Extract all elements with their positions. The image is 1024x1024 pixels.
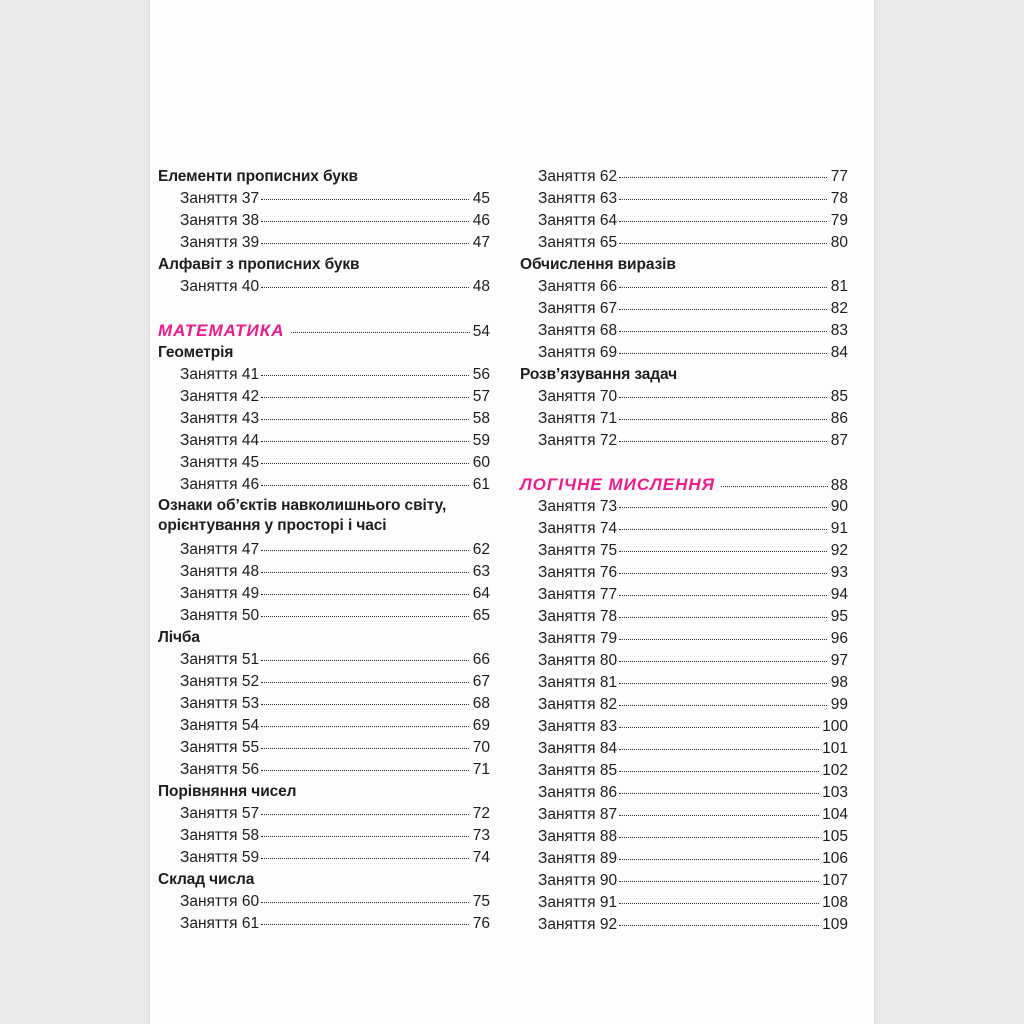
dot-leader [619, 749, 819, 750]
toc-entry[interactable] [158, 693, 490, 715]
entry-page-number: 107 [822, 872, 848, 889]
toc-group-heading: Обчислення виразів [520, 256, 676, 273]
dot-leader [261, 419, 469, 420]
entry-label: Заняття 75 [538, 542, 618, 559]
entry-page-number: 83 [830, 322, 848, 339]
entry-page-number: 93 [830, 564, 848, 581]
dot-leader [619, 881, 819, 882]
entry-label: Заняття 84 [538, 740, 618, 757]
entry-page-number: 71 [472, 761, 490, 778]
entry-label: Заняття 64 [538, 212, 618, 229]
toc-entry[interactable] [520, 496, 848, 518]
entry-page-number: 58 [472, 410, 490, 427]
dot-leader [619, 925, 819, 926]
entry-page-number: 72 [472, 805, 490, 822]
dot-leader [291, 332, 470, 333]
dot-leader [261, 836, 469, 837]
dot-leader [619, 353, 827, 354]
entry-page-number: 57 [472, 388, 490, 405]
toc-entry-list [158, 539, 490, 627]
entry-page-number: 109 [822, 916, 848, 933]
entry-label: Заняття 86 [538, 784, 618, 801]
entry-label: Заняття 39 [180, 234, 260, 251]
entry-label: Заняття 52 [180, 673, 260, 690]
entry-page-number: 65 [472, 607, 490, 624]
dot-leader [619, 177, 827, 178]
entry-page-number: 102 [822, 762, 848, 779]
toc-entry[interactable] [520, 650, 848, 672]
toc-left-column [158, 166, 490, 935]
entry-label: Заняття 81 [538, 674, 618, 691]
entry-label: Заняття 42 [180, 388, 260, 405]
toc-group-heading: Розв’язування задач [520, 366, 678, 383]
toc-entry[interactable] [520, 738, 848, 760]
dot-leader [261, 858, 469, 859]
entry-page-number: 67 [472, 673, 490, 690]
dot-leader [261, 660, 469, 661]
toc-entry[interactable] [520, 320, 848, 342]
dot-leader [261, 704, 469, 705]
entry-label: Заняття 83 [538, 718, 618, 735]
dot-leader [619, 859, 819, 860]
toc-group-heading-line: Ознаки об’єктів навколишнього світу, [158, 497, 447, 514]
dot-leader [261, 485, 469, 486]
entry-page-number: 64 [472, 585, 490, 602]
entry-page-number: 60 [472, 454, 490, 471]
entry-label: Заняття 77 [538, 586, 618, 603]
entry-label: Заняття 65 [538, 234, 618, 251]
entry-page-number: 97 [830, 652, 848, 669]
entry-label: Заняття 37 [180, 190, 260, 207]
toc-entry-list [520, 166, 848, 254]
toc-entry[interactable] [520, 342, 848, 364]
entry-label: Заняття 50 [180, 607, 260, 624]
toc-entry[interactable] [520, 892, 848, 914]
toc-entry[interactable] [158, 913, 490, 935]
entry-page-number: 76 [472, 915, 490, 932]
entry-page-number: 66 [472, 651, 490, 668]
dot-leader [619, 529, 827, 530]
entry-page-number: 92 [830, 542, 848, 559]
entry-page-number: 85 [830, 388, 848, 405]
toc-entry[interactable] [158, 583, 490, 605]
entry-label: Заняття 82 [538, 696, 618, 713]
entry-page-number: 108 [822, 894, 848, 911]
toc-entry[interactable] [158, 276, 490, 298]
entry-page-number: 81 [830, 278, 848, 295]
entry-page-number: 45 [472, 190, 490, 207]
entry-label: Заняття 54 [180, 717, 260, 734]
entry-label: Заняття 58 [180, 827, 260, 844]
entry-label: Заняття 91 [538, 894, 618, 911]
entry-page-number: 80 [830, 234, 848, 251]
dot-leader [619, 397, 827, 398]
entry-label: Заняття 76 [538, 564, 618, 581]
toc-entry[interactable] [158, 539, 490, 561]
entry-page-number: 95 [830, 608, 848, 625]
toc-entry[interactable] [520, 914, 848, 936]
entry-label: Заняття 89 [538, 850, 618, 867]
entry-page-number: 87 [830, 432, 848, 449]
entry-page-number: 68 [472, 695, 490, 712]
section-page-number: 88 [830, 477, 848, 494]
dot-leader [619, 837, 819, 838]
entry-label: Заняття 41 [180, 366, 260, 383]
dot-leader [619, 661, 827, 662]
entry-page-number: 84 [830, 344, 848, 361]
dot-leader [261, 243, 469, 244]
dot-leader [619, 683, 827, 684]
entry-label: Заняття 92 [538, 916, 618, 933]
entry-page-number: 73 [472, 827, 490, 844]
entry-label: Заняття 40 [180, 278, 260, 295]
dot-leader [261, 287, 469, 288]
toc-entry[interactable] [158, 671, 490, 693]
entry-page-number: 69 [472, 717, 490, 734]
dot-leader [619, 419, 827, 420]
toc-entry[interactable] [158, 649, 490, 671]
toc-entry-list [158, 649, 490, 781]
entry-label: Заняття 44 [180, 432, 260, 449]
toc-entry-list [520, 386, 848, 452]
toc-entry[interactable] [158, 474, 490, 496]
toc-entry[interactable] [520, 408, 848, 430]
dot-leader [619, 287, 827, 288]
entry-page-number: 61 [472, 476, 490, 493]
dot-leader [261, 770, 469, 771]
section-title: МАТЕМАТИКА [158, 321, 285, 340]
toc-entry[interactable] [158, 847, 490, 869]
entry-page-number: 96 [830, 630, 848, 647]
entry-label: Заняття 85 [538, 762, 618, 779]
toc-entry[interactable] [158, 715, 490, 737]
entry-page-number: 94 [830, 586, 848, 603]
toc-group-heading: Склад числа [158, 871, 255, 888]
dot-leader [261, 748, 469, 749]
dot-leader [261, 221, 469, 222]
entry-page-number: 79 [830, 212, 848, 229]
toc-entry[interactable] [158, 605, 490, 627]
dot-leader [619, 771, 819, 772]
dot-leader [261, 726, 469, 727]
dot-leader [261, 375, 469, 376]
entry-page-number: 99 [830, 696, 848, 713]
entry-page-number: 91 [830, 520, 848, 537]
toc-entry-list [158, 276, 490, 298]
dot-leader [619, 199, 827, 200]
entry-label: Заняття 47 [180, 541, 260, 558]
entry-page-number: 104 [822, 806, 848, 823]
entry-page-number: 105 [822, 828, 848, 845]
entry-page-number: 106 [822, 850, 848, 867]
toc-entry-list [158, 891, 490, 935]
toc-entry-list [158, 188, 490, 254]
dot-leader [261, 814, 469, 815]
entry-label: Заняття 90 [538, 872, 618, 889]
section-page-number: 54 [472, 323, 490, 340]
toc-group-heading-line: орієнтування у просторі і часі [158, 517, 387, 534]
dot-leader [619, 815, 819, 816]
entry-page-number: 47 [472, 234, 490, 251]
dot-leader [619, 221, 827, 222]
toc-entry[interactable] [520, 540, 848, 562]
toc-entry[interactable] [158, 891, 490, 913]
entry-label: Заняття 78 [538, 608, 618, 625]
entry-label: Заняття 80 [538, 652, 618, 669]
entry-page-number: 90 [830, 498, 848, 515]
toc-entry[interactable] [520, 716, 848, 738]
entry-label: Заняття 55 [180, 739, 260, 756]
entry-label: Заняття 63 [538, 190, 618, 207]
toc-entry[interactable] [520, 188, 848, 210]
toc-entry[interactable] [520, 606, 848, 628]
dot-leader [619, 727, 819, 728]
dot-leader [619, 705, 827, 706]
entry-page-number: 59 [472, 432, 490, 449]
toc-entry[interactable] [520, 870, 848, 892]
toc-entry[interactable] [520, 848, 848, 870]
dot-leader [619, 331, 827, 332]
toc-entry[interactable] [158, 386, 490, 408]
toc-entry[interactable] [158, 452, 490, 474]
toc-entry[interactable] [520, 562, 848, 584]
entry-label: Заняття 60 [180, 893, 260, 910]
dot-leader [619, 441, 827, 442]
toc-entry[interactable] [158, 825, 490, 847]
toc-entry[interactable] [520, 518, 848, 540]
entry-label: Заняття 53 [180, 695, 260, 712]
toc-group-heading: Порівняння чисел [158, 783, 297, 800]
entry-page-number: 86 [830, 410, 848, 427]
entry-label: Заняття 73 [538, 498, 618, 515]
entry-label: Заняття 57 [180, 805, 260, 822]
toc-group-heading: Елементи прописних букв [158, 168, 358, 185]
entry-label: Заняття 61 [180, 915, 260, 932]
toc-entry[interactable] [520, 628, 848, 650]
entry-page-number: 82 [830, 300, 848, 317]
entry-label: Заняття 87 [538, 806, 618, 823]
entry-page-number: 74 [472, 849, 490, 866]
toc-entry-list [520, 276, 848, 364]
dot-leader [619, 507, 827, 508]
toc-entry[interactable] [520, 760, 848, 782]
dot-leader [261, 902, 469, 903]
toc-right-column [520, 166, 848, 936]
dot-leader [261, 199, 469, 200]
dot-leader [619, 595, 827, 596]
dot-leader [261, 924, 469, 925]
entry-page-number: 56 [472, 366, 490, 383]
toc-entry[interactable] [158, 759, 490, 781]
toc-entry-list [158, 364, 490, 496]
toc-entry[interactable] [158, 737, 490, 759]
toc-entry[interactable] [520, 298, 848, 320]
entry-page-number: 78 [830, 190, 848, 207]
entry-label: Заняття 43 [180, 410, 260, 427]
toc-entry[interactable] [520, 782, 848, 804]
dot-leader [721, 486, 828, 487]
entry-page-number: 98 [830, 674, 848, 691]
entry-label: Заняття 74 [538, 520, 618, 537]
toc-entry-list [158, 803, 490, 869]
toc-entry[interactable] [520, 804, 848, 826]
entry-label: Заняття 45 [180, 454, 260, 471]
toc-entry[interactable] [520, 694, 848, 716]
entry-page-number: 100 [822, 718, 848, 735]
toc-entry[interactable] [158, 803, 490, 825]
dot-leader [619, 617, 827, 618]
toc-entry[interactable] [158, 364, 490, 386]
entry-label: Заняття 79 [538, 630, 618, 647]
dot-leader [619, 573, 827, 574]
toc-entry[interactable] [158, 408, 490, 430]
entry-label: Заняття 38 [180, 212, 260, 229]
dot-leader [261, 594, 469, 595]
entry-page-number: 63 [472, 563, 490, 580]
dot-leader [261, 682, 469, 683]
dot-leader [261, 397, 469, 398]
entry-label: Заняття 70 [538, 388, 618, 405]
entry-label: Заняття 72 [538, 432, 618, 449]
entry-label: Заняття 68 [538, 322, 618, 339]
entry-page-number: 75 [472, 893, 490, 910]
entry-page-number: 62 [472, 541, 490, 558]
section-title: ЛОГІЧНЕ МИСЛЕННЯ [520, 475, 716, 494]
toc-section-heading[interactable] [158, 320, 490, 342]
entry-label: Заняття 66 [538, 278, 618, 295]
dot-leader [261, 572, 469, 573]
toc-entry[interactable] [520, 276, 848, 298]
entry-page-number: 48 [472, 278, 490, 295]
entry-label: Заняття 46 [180, 476, 260, 493]
toc-entry[interactable] [520, 210, 848, 232]
dot-leader [619, 551, 827, 552]
dot-leader [261, 616, 469, 617]
toc-entry[interactable] [158, 188, 490, 210]
toc-section-heading[interactable] [520, 474, 848, 496]
entry-page-number: 77 [830, 168, 848, 185]
toc-group-heading: Геометрія [158, 344, 234, 361]
toc-entry[interactable] [520, 584, 848, 606]
entry-page-number: 101 [822, 740, 848, 757]
toc-group-heading: Лічба [158, 629, 200, 646]
dot-leader [619, 793, 819, 794]
dot-leader [619, 309, 827, 310]
toc-entry[interactable] [520, 672, 848, 694]
dot-leader [261, 463, 469, 464]
entry-label: Заняття 51 [180, 651, 260, 668]
toc-entry[interactable] [158, 210, 490, 232]
toc-entry[interactable] [158, 232, 490, 254]
toc-entry-list [520, 496, 848, 936]
toc-entry[interactable] [520, 232, 848, 254]
entry-label: Заняття 62 [538, 168, 618, 185]
dot-leader [261, 441, 469, 442]
entry-label: Заняття 48 [180, 563, 260, 580]
dot-leader [619, 639, 827, 640]
entry-label: Заняття 88 [538, 828, 618, 845]
entry-label: Заняття 56 [180, 761, 260, 778]
entry-label: Заняття 49 [180, 585, 260, 602]
entry-label: Заняття 69 [538, 344, 618, 361]
toc-entry[interactable] [158, 430, 490, 452]
toc-entry[interactable] [520, 826, 848, 848]
entry-label: Заняття 59 [180, 849, 260, 866]
dot-leader [619, 243, 827, 244]
entry-page-number: 70 [472, 739, 490, 756]
entry-page-number: 103 [822, 784, 848, 801]
dot-leader [261, 550, 469, 551]
toc-group-heading: Алфавіт з прописних букв [158, 256, 360, 273]
entry-page-number: 46 [472, 212, 490, 229]
entry-label: Заняття 67 [538, 300, 618, 317]
toc-entry[interactable] [520, 430, 848, 452]
entry-label: Заняття 71 [538, 410, 618, 427]
dot-leader [619, 903, 819, 904]
toc-entry[interactable] [520, 166, 848, 188]
toc-entry[interactable] [158, 561, 490, 583]
toc-entry[interactable] [520, 386, 848, 408]
